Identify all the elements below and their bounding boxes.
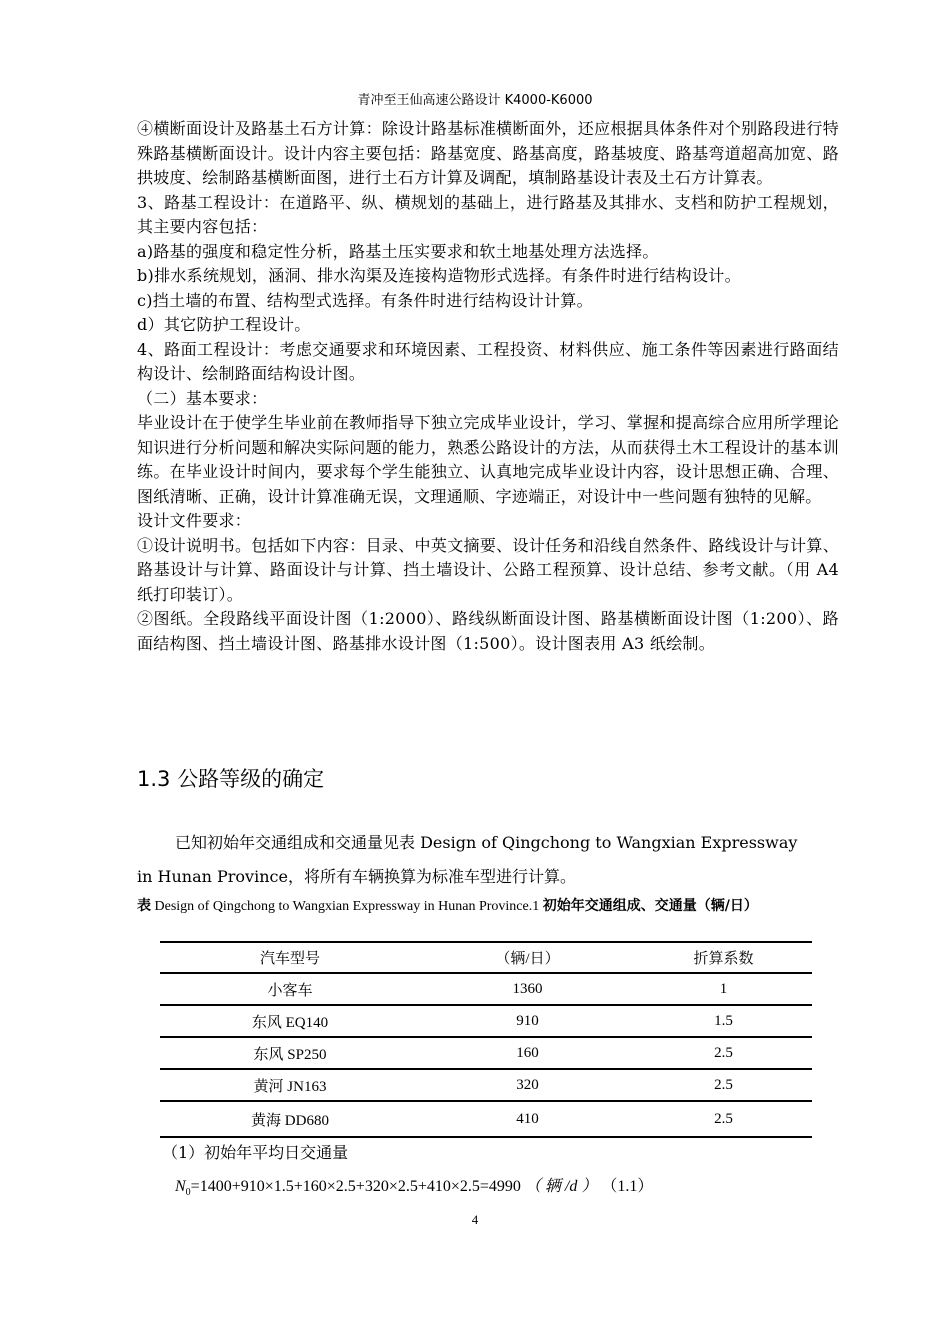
paragraph-subgrade-design: 3、路基工程设计：在道路平、纵、横规划的基础上，进行路基及其排水、支档和防护工程规划，其主要内容包括： <box>137 192 839 236</box>
list-item-drawings: ②图纸。全段路线平面设计图（1:2000）、路线纵断面设计图、路基横断面设计图（1:200）、路面结构图、挡土墙设计图、路基排水设计图（1:500）。设计图表用 A3 纸绘制。 <box>137 609 839 653</box>
cell-vehicle-type: 黄海 DD680 <box>160 1101 420 1137</box>
header-volume: （辆/日） <box>420 942 635 973</box>
cell-factor: 1 <box>635 973 812 1005</box>
formula-subscript: 0 <box>185 1187 191 1199</box>
paragraph-cross-section-design: ④横断面设计及路基土石方计算：除设计路基标准横断面外，还应根据具体条件对个别路段进行特殊路基横断面设计。设计内容主要包括：路基宽度、路基高度，路基坡度、路基弯道超高加宽、路拱坡度、绘制路基横断面图，进行土石方计算及调配，填制路基设计表及土石方计算表。 <box>137 119 839 187</box>
caption-chinese: 初始年交通组成、交通量（辆/日） <box>542 898 758 914</box>
traffic-volume-table <box>160 941 812 1138</box>
cell-volume: 1360 <box>420 973 635 1005</box>
table-row <box>160 1069 812 1101</box>
table-row <box>160 1005 812 1037</box>
list-item-design-manual: ①设计说明书。包括如下内容：目录、中英文摘要、设计任务和沿线自然条件、路线设计与计算、路基设计与计算、路面设计与计算、挡土墙设计、公路工程预算、设计总结、参考文献。（用 A4 纸打印装订）。 <box>137 535 839 604</box>
cell-volume: 320 <box>420 1069 635 1101</box>
cell-vehicle-type: 东风 SP250 <box>160 1037 420 1069</box>
cell-volume: 410 <box>420 1101 635 1137</box>
calc-heading: （1）初始年平均日交通量 <box>162 1143 349 1162</box>
list-item-b: b)排水系统规划，涵洞、排水沟渠及连接构造物形式选择。有条件时进行结构设计。 <box>137 266 741 285</box>
paragraph-requirements: 毕业设计在于使学生毕业前在教师指导下独立完成毕业设计，学习、掌握和提高综合应用所学理论知识进行分析问题和解决实际问题的能力，熟悉公路设计的方法，从而获得土木工程设计的基本训练。在毕业设计时间内，要求每个学生能独立、认真地完成毕业设计内容，设计思想正确、合理、图纸清晰、正确，设计计算准确无误，文理通顺、字迹端正，对设计中一些问题有独特的见解。 <box>137 413 839 506</box>
cell-factor: 2.5 <box>635 1069 812 1101</box>
table-row <box>160 973 812 1005</box>
body-text <box>137 117 839 656</box>
subheading-design-documents: 设计文件要求： <box>137 511 252 530</box>
formula-number: （1.1） <box>601 1178 654 1195</box>
caption-english: Design of Qingchong to Wangxian Expressway in Hunan Province.1 <box>151 899 543 914</box>
list-item-a: a)路基的强度和稳定性分析，路基土压实要求和软土地基处理方法选择。 <box>137 241 659 261</box>
formula-expression: =1400+910×1.5+160×2.5+320×2.5+410×2.5=4990 <box>190 1178 521 1195</box>
section-title: 1.3 公路等级的确定 <box>137 767 325 791</box>
table-caption <box>137 896 839 917</box>
formula-unit: （ 辆 /d ） <box>524 1178 598 1195</box>
table-row <box>160 1101 812 1137</box>
cell-vehicle-type: 东风 EQ140 <box>160 1005 420 1037</box>
cell-factor: 1.5 <box>635 1005 812 1037</box>
table-header-row <box>160 942 812 973</box>
formula-variable: N <box>175 1178 186 1195</box>
header-conversion-factor: 折算系数 <box>635 942 812 973</box>
intro-line-1: 已知初始年交通组成和交通量见表 Design of Qingchong to Wangxian Expressway <box>175 833 798 852</box>
table-row <box>160 1037 812 1069</box>
cell-factor: 2.5 <box>635 1037 812 1069</box>
subheading-basic-requirements: （二）基本要求： <box>137 388 268 408</box>
list-item-d: d）其它防护工程设计。 <box>137 315 311 334</box>
intro-line-2: in Hunan Province，将所有车辆换算为标准车型进行计算。 <box>137 867 576 886</box>
paragraph-pavement-design: 4、路面工程设计：考虑交通要求和环境因素、工程投资、材料供应、施工条件等因素进行路面结构设计、绘制路面结构设计图。 <box>137 339 839 383</box>
page-number: 4 <box>471 1212 479 1227</box>
header-vehicle-type: 汽车型号 <box>160 942 420 973</box>
formula-1-1 <box>175 1176 653 1204</box>
cell-vehicle-type: 小客车 <box>160 973 420 1005</box>
cell-vehicle-type: 黄河 JN163 <box>160 1069 420 1101</box>
caption-prefix: 表 <box>137 898 151 914</box>
cell-volume: 910 <box>420 1005 635 1037</box>
page-header: 青冲至王仙高速公路设计 K4000-K6000 <box>357 93 593 108</box>
list-item-c: c)挡土墙的布置、结构型式选择。有条件时进行结构设计计算。 <box>137 290 593 310</box>
cell-volume: 160 <box>420 1037 635 1069</box>
cell-factor: 2.5 <box>635 1101 812 1137</box>
